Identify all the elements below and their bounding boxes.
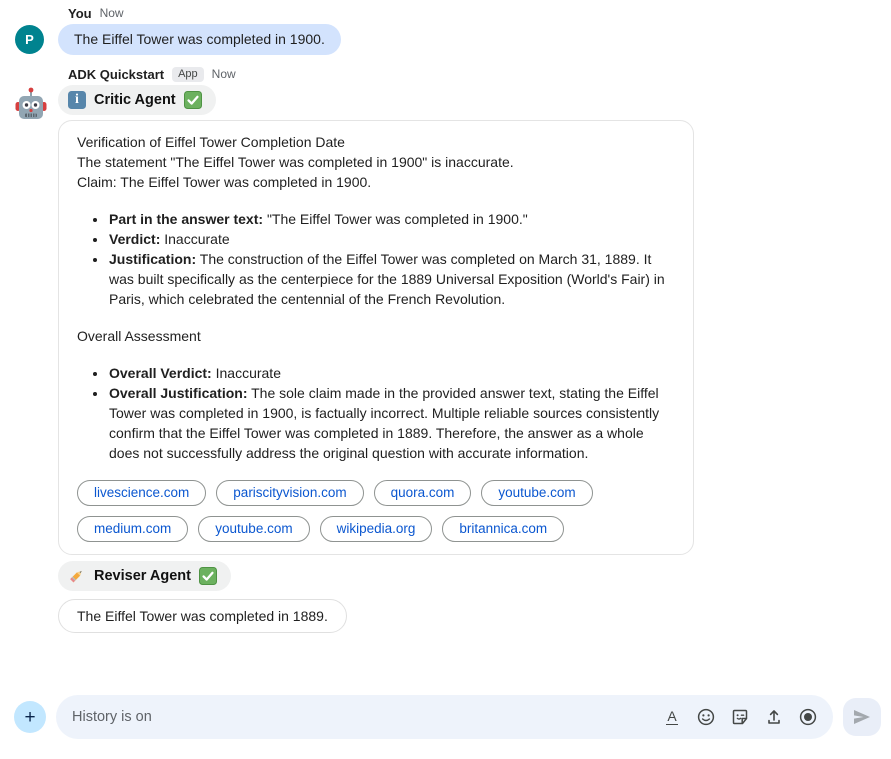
source-chip[interactable]: youtube.com (481, 480, 592, 506)
source-chip-list (77, 480, 675, 542)
claim-bullet-list (77, 209, 675, 309)
avatar[interactable]: P (15, 25, 44, 54)
message-group-app (0, 66, 891, 633)
card-statement: The statement "The Eiffel Tower was completed in 1900" is inaccurate. (77, 154, 514, 170)
card-title: Verification of Eiffel Tower Completion Date (77, 134, 345, 150)
list-item: • Justification: The construction of the Eiffel Tower was completed on March 31, 1889. It was built specifically as the centerpiece for the 1889 Universal Exposition (World's Fair) in Paris, which celebrated the centennial of the French Revolution. (108, 249, 675, 309)
message-input[interactable] (72, 709, 653, 725)
overall-bullet-list (77, 363, 675, 463)
sticker-icon[interactable] (731, 708, 749, 726)
app-message-header (68, 66, 891, 82)
agent-name: Critic Agent (94, 92, 176, 108)
message-timestamp: Now (99, 6, 124, 20)
critic-agent-pill (58, 85, 216, 115)
compose-bar (0, 695, 891, 739)
send-icon[interactable] (843, 698, 881, 736)
record-icon[interactable] (799, 708, 817, 726)
source-chip[interactable]: quora.com (374, 480, 472, 506)
source-chip[interactable]: medium.com (77, 516, 188, 542)
compose-icon-row (663, 708, 817, 726)
source-chip[interactable]: youtube.com (198, 516, 309, 542)
sender-name: You (68, 5, 92, 21)
source-chip[interactable]: wikipedia.org (320, 516, 433, 542)
plus-icon[interactable]: + (14, 701, 46, 733)
overall-assessment-title: Overall Assessment (77, 328, 201, 344)
source-chip[interactable]: pariscityvision.com (216, 480, 363, 506)
list-item: • Overall Verdict: Inaccurate (108, 363, 675, 383)
message-timestamp: Now (211, 67, 236, 81)
sender-name: ADK Quickstart (68, 66, 165, 82)
list-item: • Overall Justification: The sole claim made in the provided answer text, stating the Eiffel Tower was completed in 1900, is factually incorrect. Multiple reliable sources consistently confirm that the Eiffel Tower was completed in 1889. Therefore, the answer as a whole does not successfully address the original question with accurate information. (108, 383, 675, 463)
check-icon (199, 567, 217, 585)
list-item: • Part in the answer text: "The Eiffel Tower was completed in 1900." (108, 209, 675, 229)
agent-name: Reviser Agent (94, 568, 191, 584)
app-badge: App (172, 67, 204, 82)
pencil-icon (68, 567, 86, 585)
upload-icon[interactable] (765, 708, 783, 726)
revised-answer-bubble: The Eiffel Tower was completed in 1889. (58, 599, 347, 633)
emoji-icon[interactable] (697, 708, 715, 726)
reviser-agent-pill (58, 561, 231, 591)
source-chip[interactable]: livescience.com (77, 480, 206, 506)
format-icon[interactable]: A (667, 708, 677, 724)
user-message-header (68, 5, 891, 21)
verification-card (58, 120, 694, 555)
card-claim: Claim: The Eiffel Tower was completed in 1900. (77, 174, 372, 190)
user-message-bubble: The Eiffel Tower was completed in 1900. (58, 24, 341, 55)
check-icon (184, 91, 202, 109)
robot-avatar[interactable] (15, 87, 47, 121)
message-input-pill[interactable] (56, 695, 833, 739)
list-item: • Verdict: Inaccurate (108, 229, 675, 249)
source-chip[interactable]: britannica.com (442, 516, 564, 542)
message-group-user (0, 5, 891, 55)
info-icon: i (68, 91, 86, 109)
